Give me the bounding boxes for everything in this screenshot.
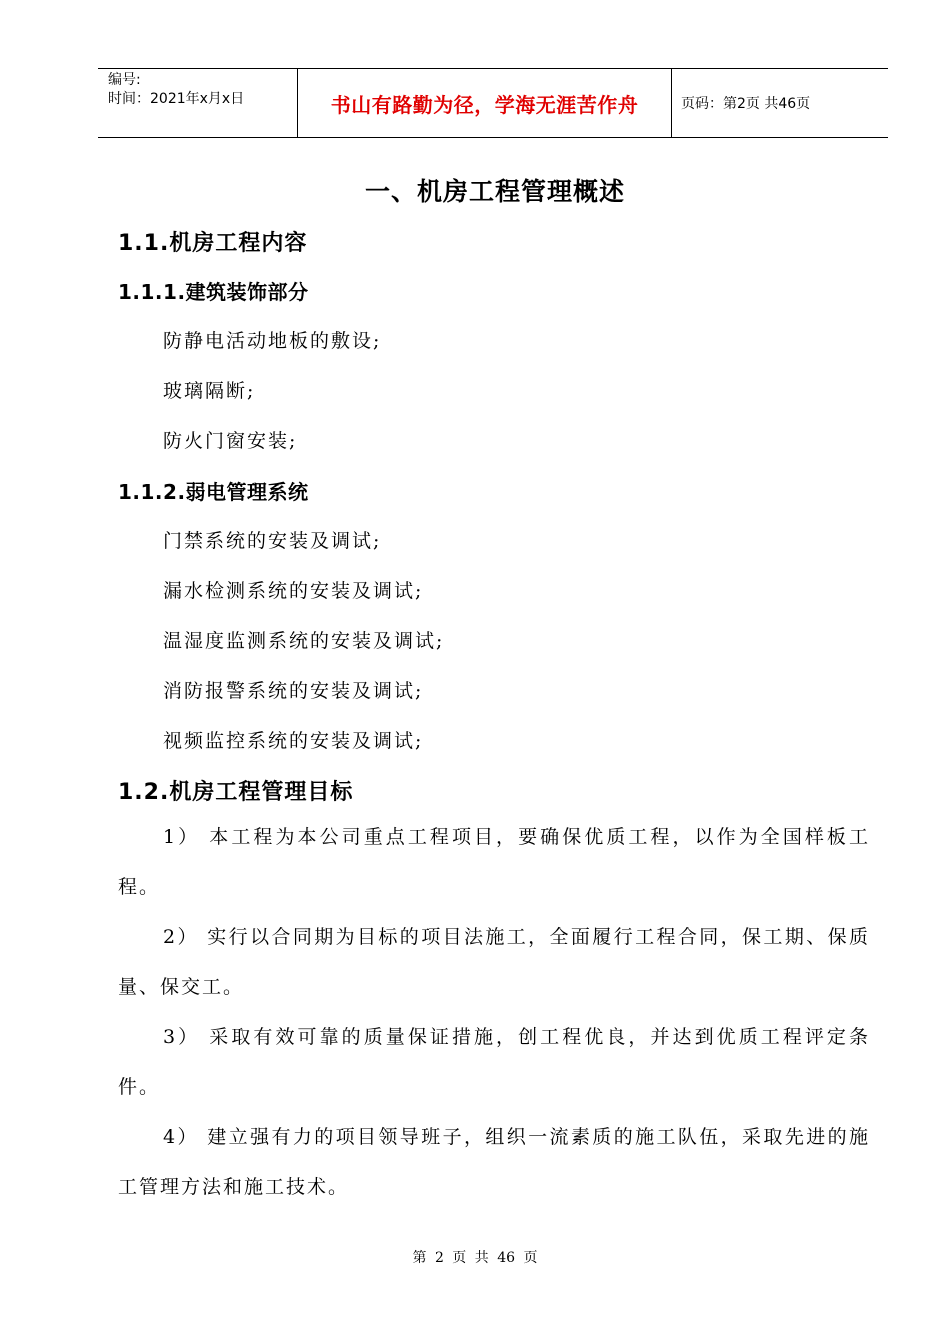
chapter-title: 一、机房工程管理概述 [364,177,625,206]
list-item: 防火门窗安装; [163,430,298,452]
document-number: 编号: [108,72,141,88]
goal-paragraph: 1） 本工程为本公司重点工程项目，要确保优质工程，以作为全国样板工程。 [118,826,870,898]
goal-paragraph: 2） 实行以合同期为目标的项目法施工，全面履行工程合同，保工期、保质量、保交工。 [118,926,870,998]
section-heading-1-2: 1.2.机房工程管理目标 [118,780,354,805]
page-footer: 第 2 页 共 46 页 [412,1250,538,1266]
list-item: 门禁系统的安装及调试; [163,530,382,552]
header-page-number: 页码：第2页 共46页 [681,96,811,112]
page-header [98,68,888,138]
header-motto: 书山有路勤为径，学海无涯苦作舟 [298,69,672,137]
header-meta [98,69,298,137]
subsection-heading-1-1-1: 1.1.1.建筑装饰部分 [118,280,309,304]
subsection-heading-1-1-2: 1.1.2.弱电管理系统 [118,480,309,504]
document-date: 时间：2021年x月x日 [108,91,245,107]
list-item: 消防报警系统的安装及调试; [163,680,424,702]
goal-paragraph: 4） 建立强有力的项目领导班子，组织一流素质的施工队伍，采取先进的施工管理方法和施工技术。 [118,1126,870,1198]
list-item: 防静电活动地板的敷设; [163,330,382,352]
list-item: 温湿度监测系统的安装及调试; [163,630,445,652]
section-heading-1-1: 1.1.机房工程内容 [118,231,308,256]
list-item: 视频监控系统的安装及调试; [163,730,424,752]
list-item: 漏水检测系统的安装及调试; [163,580,424,602]
list-item: 玻璃隔断; [163,380,256,402]
goal-paragraph: 3） 采取有效可靠的质量保证措施，创工程优良，并达到优质工程评定条件。 [118,1026,870,1098]
